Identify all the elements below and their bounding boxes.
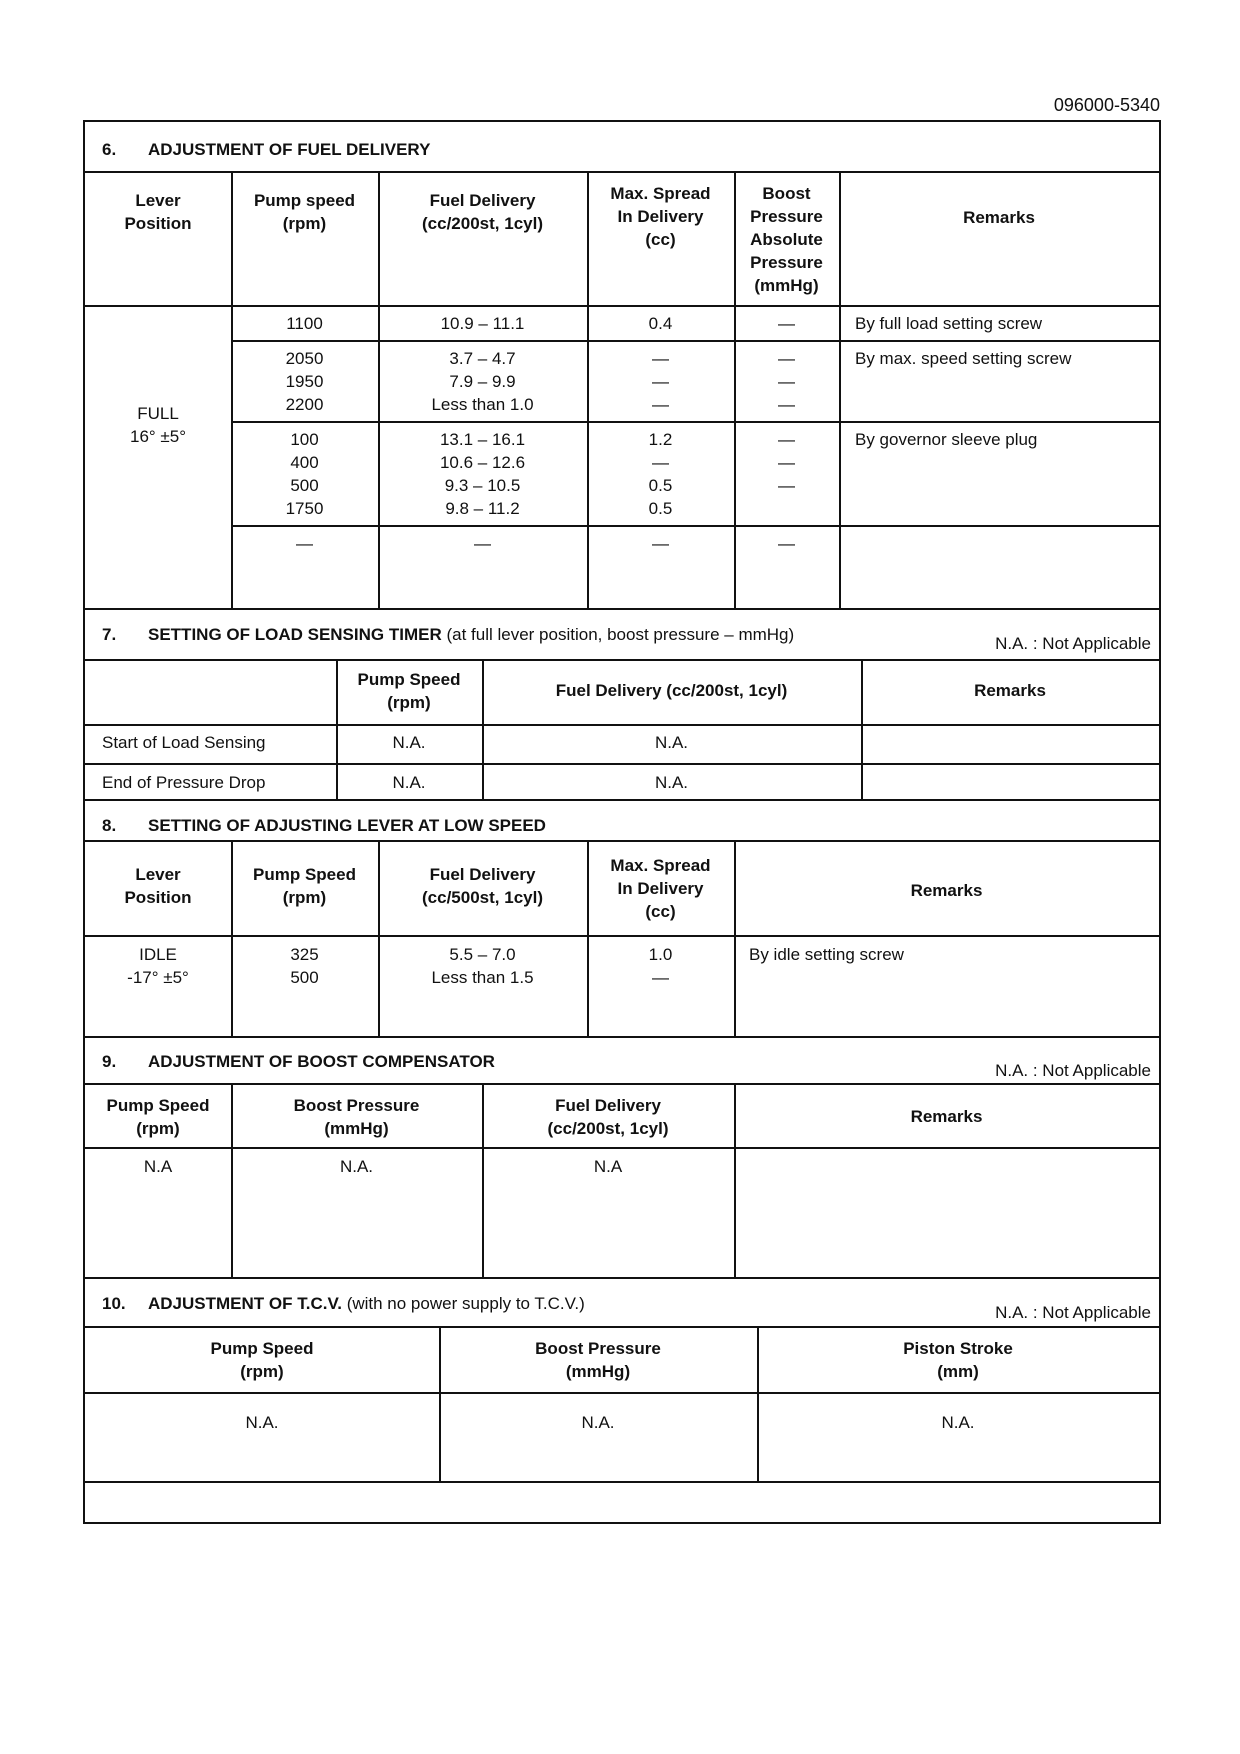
header-remarks: Remarks [910, 1107, 983, 1126]
pump-speed-value: N.A. [392, 773, 426, 792]
max-spread-value: — [652, 534, 669, 553]
divider [231, 421, 1159, 423]
divider [85, 840, 1159, 842]
header-fuel-delivery: Fuel Delivery (cc/200st, 1cyl) [555, 681, 788, 700]
max-spread-value: 0.4 [648, 314, 673, 333]
max-spread-value: — — — [652, 349, 669, 414]
header-piston-stroke: Piston Stroke (mm) [903, 1339, 1013, 1381]
header-fuel-delivery: Fuel Delivery (cc/200st, 1cyl) [547, 1096, 669, 1138]
divider [85, 1083, 1159, 1085]
fuel-delivery-value: 13.1 – 16.1 10.6 – 12.6 9.3 – 10.5 9.8 – 11.2 [439, 430, 526, 518]
header-remarks: Remarks [963, 208, 1035, 227]
remarks-value: By governor sleeve plug [855, 430, 1038, 449]
header-remarks: Remarks [974, 681, 1046, 700]
pump-speed-value: 100 400 500 1750 [285, 430, 324, 518]
section-6-title: 6. ADJUSTMENT OF FUEL DELIVERY [102, 140, 431, 159]
remarks-value: By idle setting screw [749, 945, 904, 964]
max-spread-value: 1.2 — 0.5 0.5 [648, 430, 673, 518]
boost-pressure-value: — — — [778, 430, 795, 495]
column-divider [839, 172, 841, 610]
header-pump-speed: Pump Speed (rpm) [210, 1339, 314, 1381]
section-10-title: 10. ADJUSTMENT OF T.C.V. (with no power supply to T.C.V.) [102, 1294, 585, 1313]
specification-sheet [83, 120, 1161, 1524]
divider [85, 1036, 1159, 1038]
divider [85, 1481, 1159, 1483]
fuel-delivery-value: 5.5 – 7.0 Less than 1.5 [431, 945, 534, 987]
divider [85, 724, 1159, 726]
boost-pressure-value: N.A. [339, 1157, 374, 1176]
fuel-delivery-value: N.A. [654, 773, 689, 792]
header-boost-pressure: Boost Pressure Absolute Pressure (mmHg) [750, 184, 823, 295]
na-legend: N.A. : Not Applicable [995, 1303, 1151, 1322]
divider [85, 1326, 1159, 1328]
header-max-spread: Max. Spread In Delivery (cc) [610, 856, 711, 921]
divider [85, 659, 1159, 661]
header-boost-pressure: Boost Pressure (mmHg) [535, 1339, 661, 1381]
divider [231, 340, 1159, 342]
pump-speed-value: 1100 [286, 314, 323, 333]
document-number: 096000-5340 [1053, 95, 1160, 115]
header-pump-speed: Pump speed (rpm) [253, 191, 356, 233]
pump-speed-value: 325 500 [290, 945, 319, 987]
column-divider [734, 841, 736, 1037]
row-label: End of Pressure Drop [102, 773, 266, 792]
header-lever-position: Lever Position [124, 865, 192, 907]
na-legend: N.A. : Not Applicable [995, 634, 1151, 653]
section-7-title: 7. SETTING OF LOAD SENSING TIMER (at full lever position, boost pressure – mmHg) [102, 625, 795, 644]
divider [85, 305, 1159, 307]
header-pump-speed: Pump Speed (rpm) [253, 865, 356, 907]
fuel-delivery-value: — [474, 534, 491, 553]
header-remarks: Remarks [910, 881, 983, 900]
header-pump-speed: Pump Speed (rpm) [106, 1096, 210, 1138]
lever-position-idle: IDLE -17° ±5° [127, 945, 189, 987]
max-spread-value: 1.0 — [648, 945, 673, 987]
header-max-spread: Max. Spread In Delivery (cc) [610, 184, 711, 249]
divider [85, 763, 1159, 765]
header-pump-speed: Pump Speed (rpm) [357, 670, 461, 712]
divider [85, 799, 1159, 801]
boost-pressure-value: — — — [778, 349, 795, 414]
na-legend: N.A. : Not Applicable [995, 1061, 1151, 1080]
fuel-delivery-value: N.A. [654, 733, 689, 752]
section-8-title: 8. SETTING OF ADJUSTING LEVER AT LOW SPEED [102, 816, 546, 835]
fuel-delivery-value: N.A [593, 1157, 623, 1176]
pump-speed-value: N.A [143, 1157, 173, 1176]
remarks-value: By max. speed setting screw [855, 349, 1072, 368]
remarks-value: By full load setting screw [855, 314, 1043, 333]
row-label: Start of Load Sensing [102, 733, 266, 752]
divider [85, 1147, 1159, 1149]
piston-stroke-value: N.A. [941, 1413, 975, 1432]
pump-speed-value: N.A. [392, 733, 426, 752]
pump-speed-value: N.A. [245, 1413, 279, 1432]
divider [85, 1392, 1159, 1394]
header-lever-position: Lever Position [124, 191, 192, 233]
divider [85, 608, 1159, 610]
pump-speed-value: — [296, 534, 313, 553]
boost-pressure-value: N.A. [581, 1413, 615, 1432]
section-9-title: 9. ADJUSTMENT OF BOOST COMPENSATOR [102, 1052, 495, 1071]
lever-position-full: FULL 16° ±5° [129, 404, 186, 446]
fuel-delivery-value: 10.9 – 11.1 [440, 314, 525, 333]
header-boost-pressure: Boost Pressure (mmHg) [293, 1096, 420, 1138]
divider [231, 525, 1159, 527]
header-fuel-delivery: Fuel Delivery (cc/500st, 1cyl) [422, 865, 543, 907]
pump-speed-value: 2050 1950 2200 [285, 349, 324, 414]
boost-pressure-value: — [778, 534, 795, 553]
divider [85, 1277, 1159, 1279]
divider [85, 935, 1159, 937]
header-fuel-delivery: Fuel Delivery (cc/200st, 1cyl) [422, 191, 543, 233]
boost-pressure-value: — [778, 314, 795, 333]
fuel-delivery-value: 3.7 – 4.7 7.9 – 9.9 Less than 1.0 [431, 349, 534, 414]
divider [85, 171, 1159, 173]
